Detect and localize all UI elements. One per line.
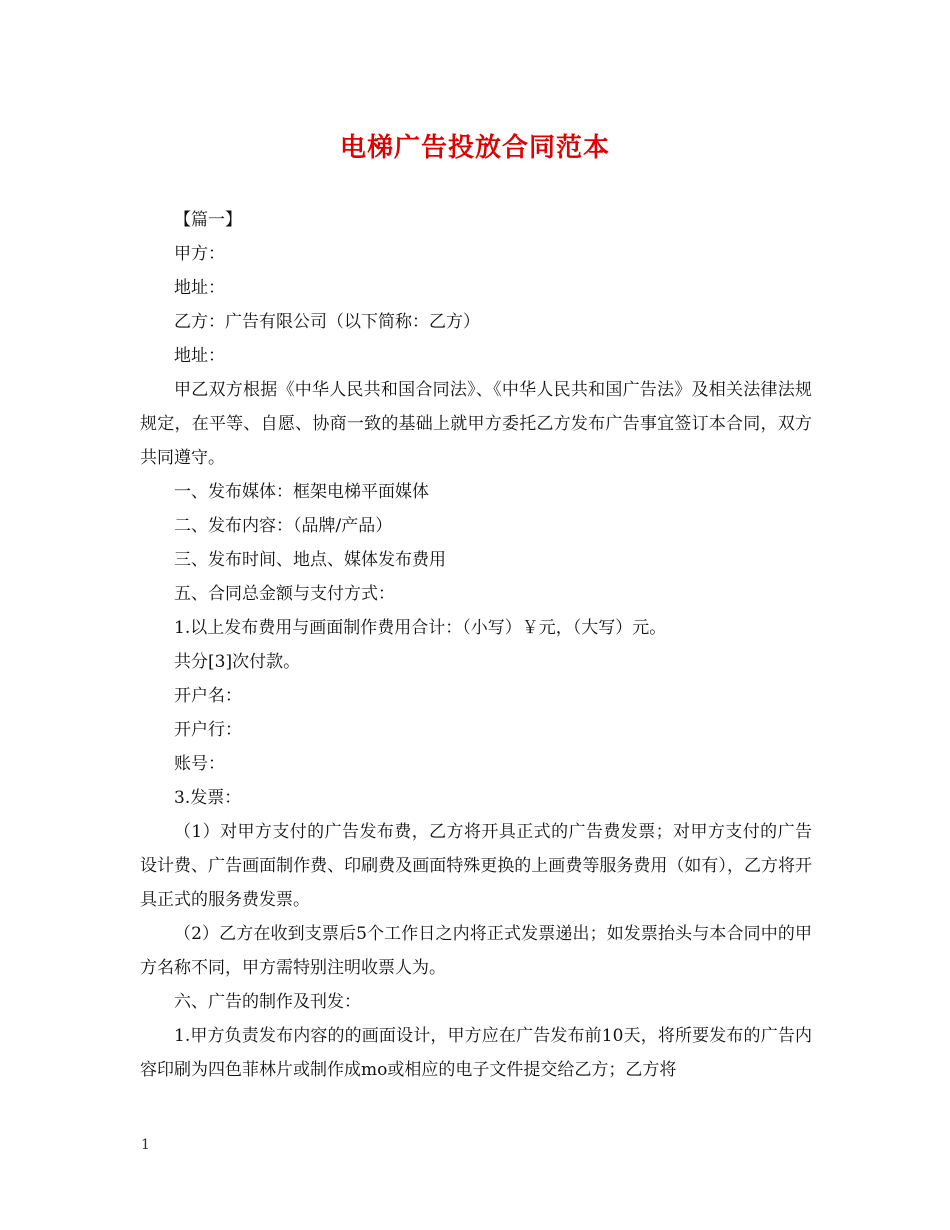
preamble-paragraph: 甲乙双方根据《中华人民共和国合同法》、《中华人民共和国广告法》及相关法律法规规定，在平等、自愿、协商一致的基础上就甲方委托乙方发布广告事宜签订本合同，双方共同遵守。: [140, 380, 812, 468]
clause-payment: 五、合同总金额与支付方式：: [174, 584, 395, 604]
invoice-item-1: （1）对甲方支付的广告发布费，乙方将开具正式的广告费发票；对甲方支付的广告设计费、广告画面制作费、印刷费及画面特殊更换的上画费等服务费用（如有），乙方将开具正式的服务费发票。: [140, 822, 812, 910]
page-number: 1: [141, 1137, 150, 1153]
payment-total-line: 1.以上发布费用与画面制作费用合计：（小写）￥元，（大写）元。: [174, 618, 667, 638]
clause-time-place-fee: 三、发布时间、地点、媒体发布费用: [174, 550, 446, 570]
document-body: [140, 203, 812, 1087]
invoice-item-2: （2）乙方在收到支票后5个工作日之内将正式发票递出；如发票抬头与本合同中的甲方名称不同，甲方需特别注明收票人为。: [140, 924, 812, 978]
party-a-address-field: 地址：: [174, 278, 225, 298]
account-name-field: 开户名：: [174, 686, 242, 706]
clause-media: 一、发布媒体：框架电梯平面媒体: [174, 482, 429, 502]
payment-installments-line: 共分[3]次付款。: [174, 652, 301, 672]
invoice-heading: 3.发票：: [174, 788, 242, 808]
bank-field: 开户行：: [174, 720, 242, 740]
clause-production: 六、广告的制作及刊发：: [174, 992, 361, 1012]
section-heading: 【篇一】: [174, 210, 242, 230]
party-a-field: 甲方：: [174, 244, 225, 264]
party-b-field: 乙方：广告有限公司（以下简称：乙方）: [174, 312, 480, 332]
party-b-address-field: 地址：: [174, 346, 225, 366]
account-number-field: 账号：: [174, 754, 225, 774]
production-item-1: 1.甲方负责发布内容的的画面设计，甲方应在广告发布前10天，将所要发布的广告内容印刷为四色菲林片或制作成mo或相应的电子文件提交给乙方；乙方将: [140, 1026, 812, 1080]
clause-content: 二、发布内容：（品牌/产品）: [174, 516, 393, 536]
document-title: 电梯广告投放合同范本: [339, 133, 610, 163]
